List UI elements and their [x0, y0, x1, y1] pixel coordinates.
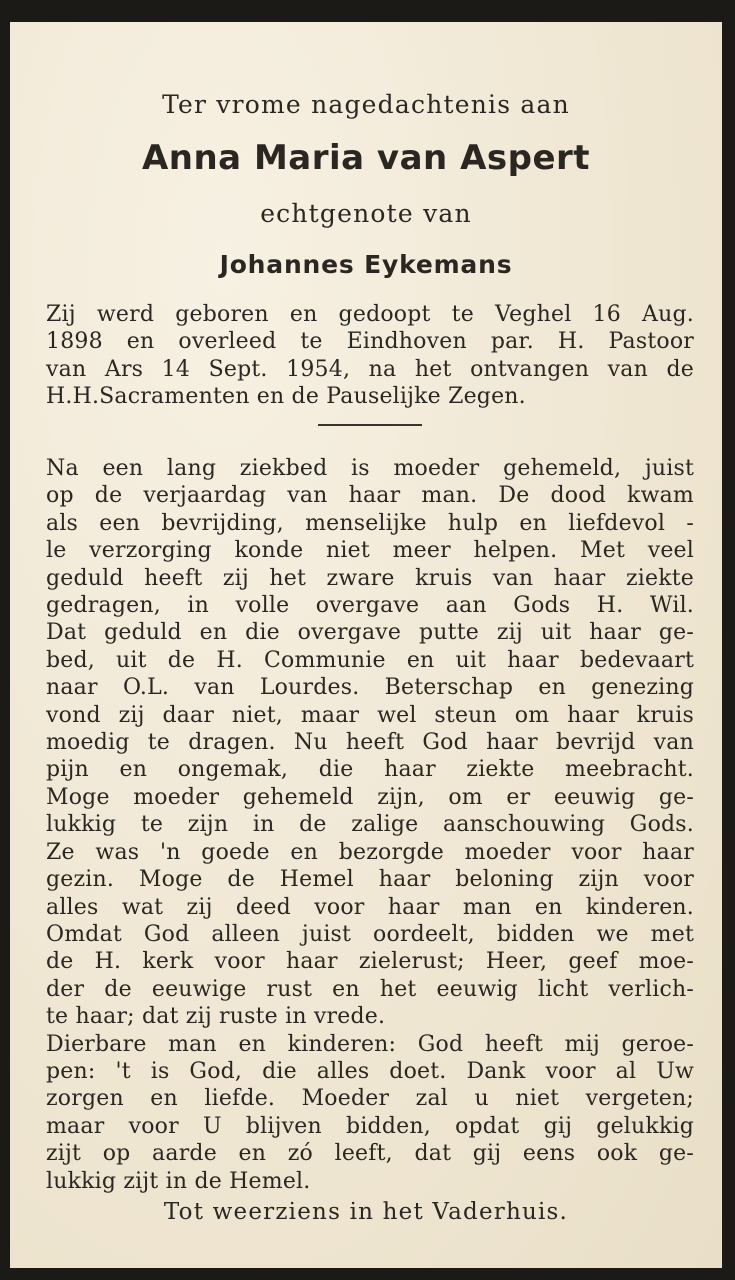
memorial-card	[10, 22, 722, 1268]
spouse-name: Johannes Eykemans	[219, 250, 513, 279]
text-line: op de verjaardag van haar man. De dood kwam	[46, 483, 694, 509]
text-line: Na een lang ziekbed is moeder gehemeld, juist	[46, 456, 694, 481]
text-line: Zij werd geboren en gedoopt te Veghel 16 Aug.	[46, 302, 694, 327]
text-line: zorgen en liefde. Moeder zal u niet vergeten;	[46, 1086, 694, 1112]
intro-line: Ter vrome nagedachtenis aan	[162, 90, 570, 119]
birth-death-paragraph	[46, 301, 694, 411]
text-line: geduld heeft zij het zware kruis van haar ziekte	[46, 565, 694, 591]
text-line: zijt op aarde en zó leeft, dat gij eens ook ge-	[46, 1141, 694, 1167]
farewell-line: Tot weerziens in het Vaderhuis.	[163, 1199, 569, 1225]
text-line: H.H.Sacramenten en de Pauselijke Zegen.	[46, 384, 526, 410]
remembrance-paragraph	[46, 455, 694, 1195]
text-line: Omdat God alleen juist oordeelt, bidden we met	[46, 921, 694, 947]
text-line: pijn en ongemak, die haar ziekte meebracht.	[46, 757, 694, 783]
text-line: de H. kerk voor haar zielerust; Heer, geef moe-	[46, 949, 694, 975]
text-line: bed, uit de H. Communie en uit haar bedevaart	[46, 647, 694, 673]
text-line: lukkig te zijn in de zalige aanschouwing Gods.	[46, 812, 694, 838]
text-line: 1898 en overleed te Eindhoven par. H. Pastoor	[46, 329, 694, 355]
text-line: Moge moeder gehemeld zijn, om er eeuwig ge-	[46, 784, 694, 810]
text-line: naar O.L. van Lourdes. Beterschap en genezing	[46, 675, 694, 701]
spouse-label: echtgenote van	[260, 199, 472, 228]
text-line: gezin. Moge de Hemel haar beloning zijn voor	[46, 867, 694, 893]
text-line: le verzorging konde niet meer helpen. Met veel	[46, 538, 694, 564]
deceased-name: Anna Maria van Aspert	[141, 138, 591, 178]
divider-rule	[318, 424, 422, 426]
text-line: gedragen, in volle overgave aan Gods H. Wil.	[46, 593, 694, 619]
text-line: vond zij daar niet, maar wel steun om haar kruis	[46, 702, 694, 728]
text-line: van Ars 14 Sept. 1954, na het ontvangen van de	[46, 356, 694, 382]
text-line: Dat geduld en die overgave putte zij uit haar ge-	[46, 620, 694, 646]
text-line: alles wat zij deed voor haar man en kinderen.	[46, 894, 694, 920]
text-line: pen: 't is God, die alles doet. Dank voor al Uw	[46, 1058, 694, 1084]
text-line: lukkig zijt in de Hemel.	[46, 1168, 311, 1194]
text-line: Dierbare man en kinderen: God heeft mij geroe-	[46, 1031, 694, 1057]
text-line: moedig te dragen. Nu heeft God haar bevrijd van	[46, 730, 694, 756]
text-line: maar voor U blijven bidden, opdat gij gelukkig	[46, 1113, 694, 1139]
text-line: der de eeuwige rust en het eeuwig licht verlich-	[46, 976, 694, 1002]
text-line: Ze was 'n goede en bezorgde moeder voor haar	[46, 839, 694, 865]
text-line: te haar; dat zij ruste in vrede.	[46, 1004, 386, 1030]
text-line: als een bevrijding, menselijke hulp en liefdevol -	[46, 510, 694, 536]
